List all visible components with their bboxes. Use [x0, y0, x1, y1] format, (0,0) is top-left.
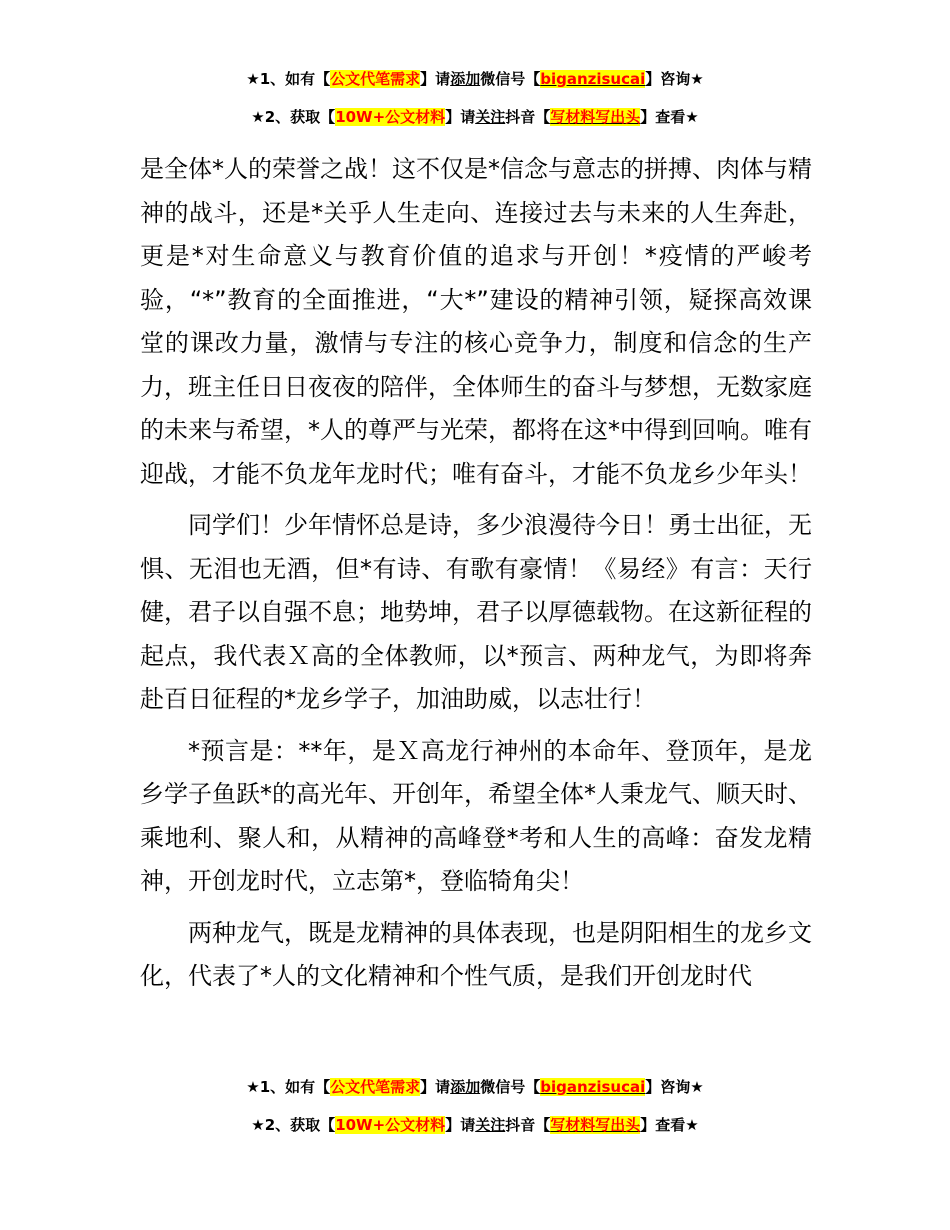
header-line2-highlight-materials: 10W+公文材料 [335, 108, 446, 126]
footer-line1-prefix: ★1、如有【 [246, 1078, 331, 1096]
footer-promo-line-1 [0, 1076, 950, 1098]
header-line1-prefix: ★1、如有【 [246, 70, 331, 88]
footer-line1-highlight-wechat-id: biganzisucai [540, 1078, 646, 1096]
paragraph-3: *预言是：**年，是Ｘ高龙行神州的本命年、登顶年，是龙乡学子鱼跃*的高光年、开创年，希望全体*人秉龙气、顺天时、乘地利、聚人和，从精神的高峰登*考和人生的高峰：奋发龙精神，开创龙时代，立志第*，登临犄角尖！ [140, 736, 812, 895]
paragraph-2: 同学们！少年情怀总是诗，多少浪漫待今日！勇士出征，无惧、无泪也无酒，但*有诗、有歌有豪情！《易经》有言：天行健，君子以自强不息；地势坤，君子以厚德载物。在这新征程的起点，我代表Ｘ高的全体教师，以*预言、两种龙气，为即将奔赴百日征程的*龙乡学子，加油助威，以志壮行！ [140, 511, 812, 713]
footer-line1-mid1: 】请 [420, 1078, 451, 1096]
header-line2-underline-follow: 关注 [475, 108, 506, 126]
paragraph-4: 两种龙气，既是龙精神的具体表现，也是阴阳相生的龙乡文化，代表了*人的文化精神和个性气质，是我们开创龙时代 [140, 918, 812, 990]
footer-line2-highlight-materials: 10W+公文材料 [335, 1116, 446, 1134]
footer-line2-highlight-douyin-id: 写材料写出头 [550, 1116, 641, 1134]
footer-line1-underline-add: 添加 [450, 1078, 481, 1096]
footer-line2-underline-follow: 关注 [475, 1116, 506, 1134]
header-line2-highlight-douyin-id: 写材料写出头 [550, 108, 641, 126]
header-line2-suffix: 】查看★ [640, 108, 699, 126]
footer-line2-suffix: 】查看★ [640, 1116, 699, 1134]
header-line1-underline-add: 添加 [450, 70, 481, 88]
footer-line2-mid2: 抖音【 [505, 1116, 551, 1134]
footer-promo-line-2 [0, 1114, 950, 1136]
header-line1-highlight-service: 公文代笔需求 [330, 70, 421, 88]
header-promo-line-1 [0, 68, 950, 90]
footer-line1-suffix: 】咨询★ [645, 1078, 704, 1096]
header-line2-mid1: 】请 [445, 108, 476, 126]
header-line2-mid2: 抖音【 [505, 108, 551, 126]
header-line1-mid2: 微信号【 [480, 70, 541, 88]
footer-line2-mid1: 】请 [445, 1116, 476, 1134]
header-line1-mid1: 】请 [420, 70, 451, 88]
header-line1-highlight-wechat-id: biganzisucai [540, 70, 646, 88]
header-line2-prefix: ★2、获取【 [251, 108, 336, 126]
footer-line1-highlight-service: 公文代笔需求 [330, 1078, 421, 1096]
document-body [140, 148, 812, 1007]
footer-line1-mid2: 微信号【 [480, 1078, 541, 1096]
header-promo-line-2 [0, 106, 950, 128]
header-line1-suffix: 】咨询★ [645, 70, 704, 88]
paragraph-1: 是全体*人的荣誉之战！这不仅是*信念与意志的拼搏、肉体与精神的战斗，还是*关乎人生走向、连接过去与未来的人生奔赴，更是*对生命意义与教育价值的追求与开创！*疫情的严峻考验，“*”教育的全面推进，“大*”建设的精神引领，疑探高效课堂的课改力量，激情与专注的核心竞争力，制度和信念的生产力，班主任日日夜夜的陪伴，全体师生的奋斗与梦想，无数家庭的未来与希望，*人的尊严与光荣，都将在这*中得到回响。唯有迎战，才能不负龙年龙时代；唯有奋斗，才能不负龙乡少年头！ [140, 155, 812, 488]
footer-line2-prefix: ★2、获取【 [251, 1116, 336, 1134]
